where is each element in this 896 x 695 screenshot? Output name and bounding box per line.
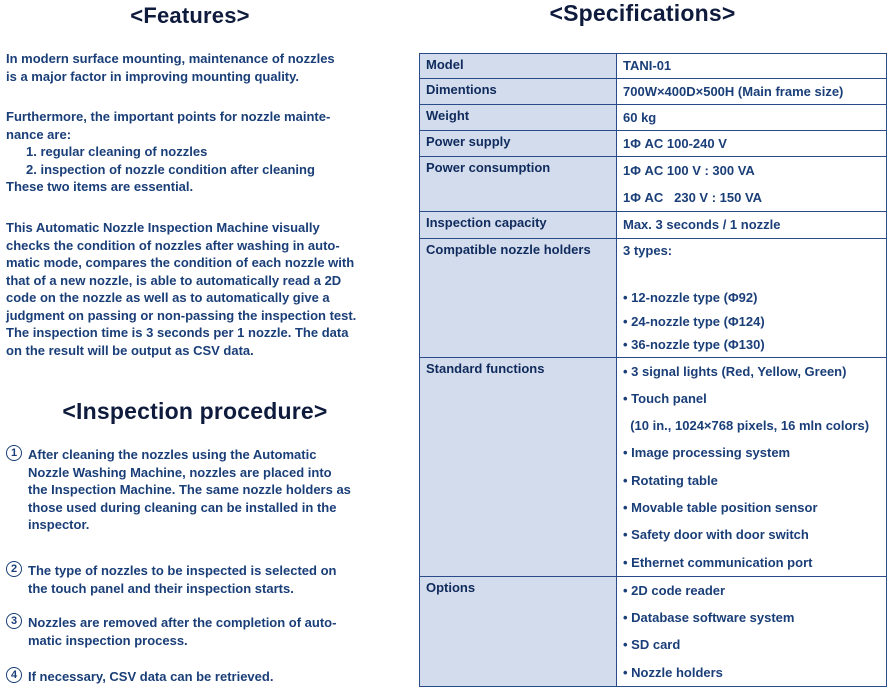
step-line: If necessary, CSV data can be retrieved. (28, 669, 274, 684)
paragraph-line: judgment on passing or non-passing the inspection test. (6, 307, 357, 323)
step-line: After cleaning the nozzles using the Automatic (28, 447, 317, 462)
spec-value-line: TANI-01 (623, 58, 672, 73)
step-line: the Inspection Machine. The same nozzle holders as (28, 482, 351, 497)
paragraph-line: on the result will be output as CSV data. (6, 342, 254, 358)
features-paragraph-2 (6, 108, 378, 196)
spec-label: Options (420, 576, 617, 686)
spec-value-line: • Rotating table (623, 472, 718, 488)
step-number-circle-icon: 1 (6, 445, 22, 461)
spec-row (420, 105, 887, 131)
spec-value-line (623, 263, 886, 287)
paragraph-line: matic mode, compares the condition of each nozzle with (6, 255, 355, 270)
step-line: Nozzle Washing Machine, nozzles are placed into (28, 464, 332, 480)
step-line: The type of nozzles to be inspected is selected on (28, 563, 337, 578)
spec-value-line: • 2D code reader (623, 582, 726, 598)
paragraph-line: code on the nozzle as well as to automatically give a (6, 290, 330, 305)
inspection-procedure-title: <Inspection procedure> (62, 398, 328, 424)
spec-row (420, 157, 887, 212)
paragraph-line: checks the condition of nozzles after washing in auto- (6, 237, 340, 253)
paragraph-line: nance are: (6, 126, 72, 142)
spec-value (617, 239, 887, 358)
step-number-circle-icon: 4 (6, 667, 22, 683)
spec-value-line: • SD card (623, 637, 681, 653)
spec-value-line: • Ethernet communication port (623, 554, 813, 570)
spec-value (617, 131, 887, 157)
paragraph-line: The inspection time is 3 seconds per 1 nozzle. The data (6, 325, 349, 340)
spec-label: Dimentions (420, 79, 617, 105)
spec-row (420, 131, 887, 157)
spec-row (420, 357, 887, 576)
spec-value-line: • Touch panel (623, 390, 707, 406)
spec-row (420, 576, 887, 686)
step-number-circle-icon: 2 (6, 561, 22, 577)
procedure-step-4 (6, 668, 386, 686)
spec-value (617, 357, 887, 576)
paragraph-line: is a major factor in improving mounting quality. (6, 68, 300, 84)
spec-row (420, 54, 887, 79)
spec-row (420, 239, 887, 358)
specifications-title: <Specifications> (549, 0, 736, 26)
spec-value-line: 60 kg (623, 110, 657, 125)
paragraph-line: In modern surface mounting, maintenance of nozzles (6, 51, 335, 66)
spec-label: Power supply (420, 131, 617, 157)
step-line: matic inspection process. (28, 632, 188, 648)
paragraph-list-item: 1. regular cleaning of nozzles (26, 144, 208, 159)
specifications-table (419, 53, 887, 687)
spec-value-line: 1Φ AC 100-240 V (623, 136, 727, 151)
spec-value-line: • 36-nozzle type (Φ130) (623, 337, 765, 352)
spec-value (617, 54, 887, 79)
spec-row (420, 79, 887, 105)
procedure-step-2 (6, 562, 386, 597)
spec-value (617, 79, 887, 105)
spec-label: Compatible nozzle holders (420, 239, 617, 358)
spec-value-line: • Nozzle holders (623, 664, 723, 680)
spec-value (617, 576, 887, 686)
features-paragraph-3 (6, 219, 378, 359)
step-line: those used during cleaning can be installed in the (28, 499, 337, 515)
spec-label: Power consumption (420, 157, 617, 212)
spec-value-line: • Database software system (623, 610, 795, 626)
spec-value-line: 700W×400D×500H (Main frame size) (623, 84, 844, 99)
paragraph-line: that of a new nozzle, is able to automatically read a 2D (6, 272, 342, 288)
spec-value-line: 3 types: (623, 243, 673, 258)
spec-value (617, 105, 887, 131)
paragraph-list-item: 2. inspection of nozzle condition after cleaning (26, 161, 315, 177)
spec-row (420, 212, 887, 239)
spec-value-line: • 12-nozzle type (Φ92) (623, 290, 758, 305)
features-paragraph-1 (6, 50, 378, 85)
spec-value-line: Max. 3 seconds / 1 nozzle (623, 217, 781, 232)
spec-value-line: 1Φ AC 100 V : 300 VA (623, 163, 755, 178)
step-line: inspector. (28, 517, 90, 532)
spec-label: Standard functions (420, 357, 617, 576)
spec-value-line: • Image processing system (623, 445, 791, 461)
step-number-circle-icon: 3 (6, 613, 22, 629)
procedure-step-3 (6, 614, 386, 649)
spec-value (617, 157, 887, 212)
procedure-step-1 (6, 446, 386, 534)
paragraph-line: This Automatic Nozzle Inspection Machine visually (6, 220, 320, 235)
spec-value-line: • Safety door with door switch (623, 527, 809, 543)
paragraph-line: These two items are essential. (6, 179, 194, 194)
spec-value-line: (10 in., 1024×768 pixels, 16 mln colors) (623, 418, 870, 434)
step-line: the touch panel and their inspection starts. (28, 580, 294, 596)
spec-value-line: 1Φ AC 230 V : 150 VA (623, 190, 763, 205)
step-line: Nozzles are removed after the completion of auto- (28, 615, 337, 630)
spec-value-line: • 3 signal lights (Red, Yellow, Green) (623, 363, 847, 379)
spec-label: Weight (420, 105, 617, 131)
spec-value-line: • 24-nozzle type (Φ124) (623, 313, 765, 329)
spec-label: Inspection capacity (420, 212, 617, 239)
paragraph-line: Furthermore, the important points for nozzle mainte- (6, 109, 331, 124)
spec-label: Model (420, 54, 617, 79)
spec-value (617, 212, 887, 239)
features-title: <Features> (130, 3, 250, 28)
spec-value-line: • Movable table position sensor (623, 499, 818, 515)
